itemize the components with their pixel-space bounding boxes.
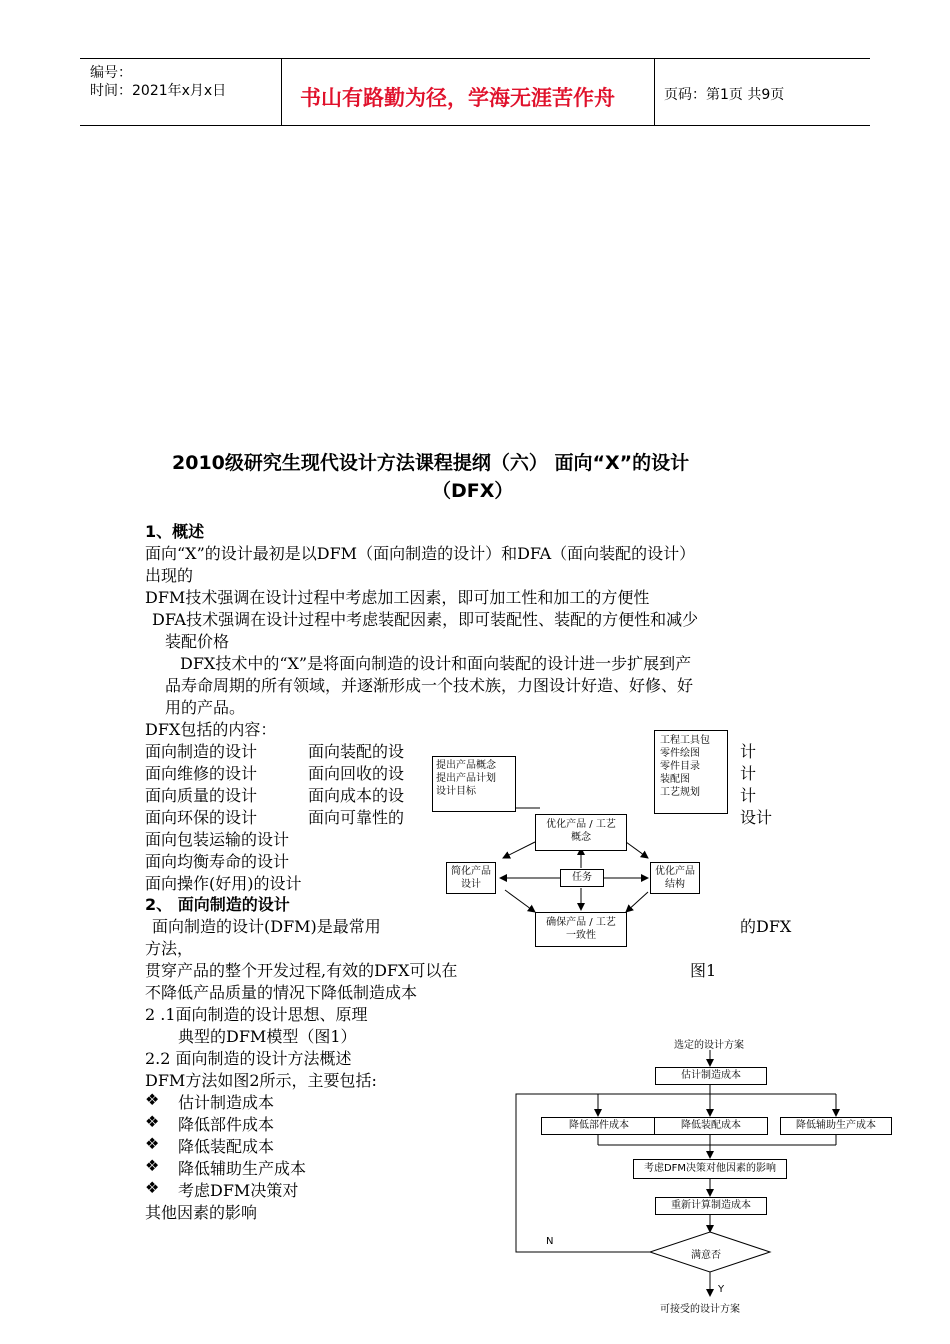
dfx-item-left: 面向环保的设计 [145, 808, 258, 827]
bullet-diamond-icon: ❖ [145, 1112, 160, 1131]
fig2-text: 降低部件成本 [569, 1120, 629, 1131]
bullet-diamond-icon: ❖ [145, 1134, 160, 1153]
paragraph: 用的产品。 [165, 698, 246, 717]
paragraph: 出现的 [145, 566, 194, 585]
dfx-item: 面向均衡寿命的设计 [145, 852, 290, 871]
fig2-end-label: 可接受的设计方案 [660, 1304, 740, 1315]
paragraph: DFM技术强调在设计过程中考虑加工因素，即可加工性和加工的方便性 [145, 588, 650, 607]
paragraph: 典型的DFM模型（图1） [178, 1027, 357, 1046]
fig2-no-label: N [546, 1236, 554, 1247]
fig1-text: 优化产品 / 工艺 [546, 819, 616, 830]
dfx-item: 面向包装运输的设计 [145, 830, 290, 849]
header-motto: 书山有路勤为径，学海无涯苦作舟 [300, 86, 615, 110]
document-number-label: 编号： [90, 65, 132, 81]
bullet-item: 考虑DFM决策对 [178, 1181, 299, 1200]
fig2-reduce-aux-box [780, 1117, 892, 1135]
fig1-text: 零件绘图 [660, 748, 700, 759]
bullet-diamond-icon: ❖ [145, 1178, 160, 1197]
fig2-yes-label: Y [718, 1284, 725, 1295]
dfx-item-right: 面向成本的设 [308, 786, 405, 805]
paragraph: 面向“X”的设计最初是以DFM（面向制造的设计）和DFA（面向装配的设计） [145, 544, 696, 563]
paragraph-tail: 的DFX [740, 917, 792, 936]
fig1-text: 一致性 [566, 930, 596, 941]
fig1-tools-box [654, 730, 728, 814]
dfx-item-tail: 计 [740, 764, 757, 783]
fig1-text: 简化产品 [451, 866, 491, 877]
paragraph: 品寿命周期的所有领域，并逐渐形成一个技术族，力图设计好造、好修、好 [165, 676, 694, 695]
dfx-item-left: 面向维修的设计 [145, 764, 258, 783]
fig1-text: 确保产品 / 工艺 [546, 917, 616, 928]
fig1-text: 提出产品概念 [436, 760, 496, 771]
figure1-caption: 图1 [690, 961, 717, 980]
dfx-includes-label: DFX包括的内容： [145, 720, 277, 739]
dfx-item: 面向操作(好用)的设计 [145, 874, 302, 893]
fig2-estimate-box [655, 1067, 767, 1085]
paragraph: DFA技术强调在设计过程中考虑装配因素，即可装配性、装配的方便性和减少 [152, 610, 699, 629]
paragraph: 面向制造的设计(DFM)是最常用 [152, 917, 381, 936]
bullet-item: 估计制造成本 [178, 1093, 275, 1112]
paragraph: 装配价格 [165, 632, 230, 651]
fig1-text: 零件目录 [660, 761, 700, 772]
fig1-text: 优化产品 [655, 866, 695, 877]
section1-heading: 1、概述 [145, 522, 205, 541]
fig1-concept-box [432, 756, 516, 812]
fig2-start-label: 选定的设计方案 [674, 1040, 744, 1051]
fig2-text: 考虑DFM决策对他因素的影响 [643, 1163, 777, 1174]
fig1-text: 提出产品计划 [436, 773, 496, 784]
dfx-item-right: 面向装配的设 [308, 742, 405, 761]
bullet-item: 降低部件成本 [178, 1115, 275, 1134]
fig2-text: 估计制造成本 [681, 1070, 741, 1081]
bullet-diamond-icon: ❖ [145, 1090, 160, 1109]
fig2-text: 重新计算制造成本 [671, 1200, 751, 1211]
dfx-item-right: 面向回收的设 [308, 764, 405, 783]
document-time: 时间：2021年x月x日 [90, 83, 227, 99]
fig1-simplify-box [446, 862, 496, 894]
fig2-consider-box [633, 1159, 787, 1179]
dfx-item-left: 面向质量的设计 [145, 786, 258, 805]
fig1-text: 任务 [572, 872, 592, 883]
fig1-text: 工程工具包 [660, 735, 710, 746]
bullet-item: 降低装配成本 [178, 1137, 275, 1156]
fig2-recalc-box [655, 1197, 767, 1215]
subsection-heading: 2 .1面向制造的设计思想、原理 [145, 1005, 368, 1024]
fig1-ensure-box [535, 912, 627, 947]
fig2-reduce-assembly-box [654, 1117, 768, 1135]
dfx-item-left: 面向制造的设计 [145, 742, 258, 761]
bullet-diamond-icon: ❖ [145, 1156, 160, 1175]
section2-heading: 2、 面向制造的设计 [145, 895, 290, 914]
fig1-text: 概念 [571, 832, 591, 843]
fig1-text: 结构 [665, 879, 685, 890]
fig2-text: 降低装配成本 [681, 1120, 741, 1131]
page-info: 页码：第1页 共9页 [664, 87, 785, 103]
paragraph: 不降低产品质量的情况下降低制造成本 [145, 983, 418, 1002]
fig2-decision-label: 满意否 [691, 1250, 721, 1261]
bullet-item: 降低辅助生产成本 [178, 1159, 307, 1178]
page-title: 2010级研究生现代设计方法课程提纲（六） 面向“X”的设计 [172, 452, 690, 474]
dfx-item-tail: 计 [740, 742, 757, 761]
dfx-item-right: 面向可靠性的 [308, 808, 405, 827]
subsection-heading: 2.2 面向制造的设计方法概述 [145, 1049, 352, 1068]
fig2-text: 降低辅助生产成本 [796, 1120, 876, 1131]
page-title-sub: （DFX） [432, 480, 514, 502]
dfx-item-tail: 设计 [740, 808, 773, 827]
paragraph: DFX技术中的“X”是将面向制造的设计和面向装配的设计进一步扩展到产 [180, 654, 692, 673]
paragraph: DFM方法如图2所示，主要包括: [145, 1071, 377, 1090]
fig1-optimize-concept-box [535, 814, 627, 851]
fig1-text: 设计目标 [436, 786, 476, 797]
fig1-optimize-structure-box [650, 862, 700, 894]
paragraph: 贯穿产品的整个开发过程,有效的DFX可以在 [145, 961, 458, 980]
fig2-reduce-parts-box [541, 1117, 657, 1135]
fig1-text: 设计 [461, 879, 481, 890]
paragraph: 其他因素的影响 [145, 1203, 258, 1222]
fig1-text: 装配图 [660, 774, 690, 785]
fig1-task-box [560, 869, 604, 887]
paragraph: 方法， [145, 939, 194, 958]
fig1-text: 工艺规划 [660, 787, 700, 798]
dfx-item-tail: 计 [740, 786, 757, 805]
